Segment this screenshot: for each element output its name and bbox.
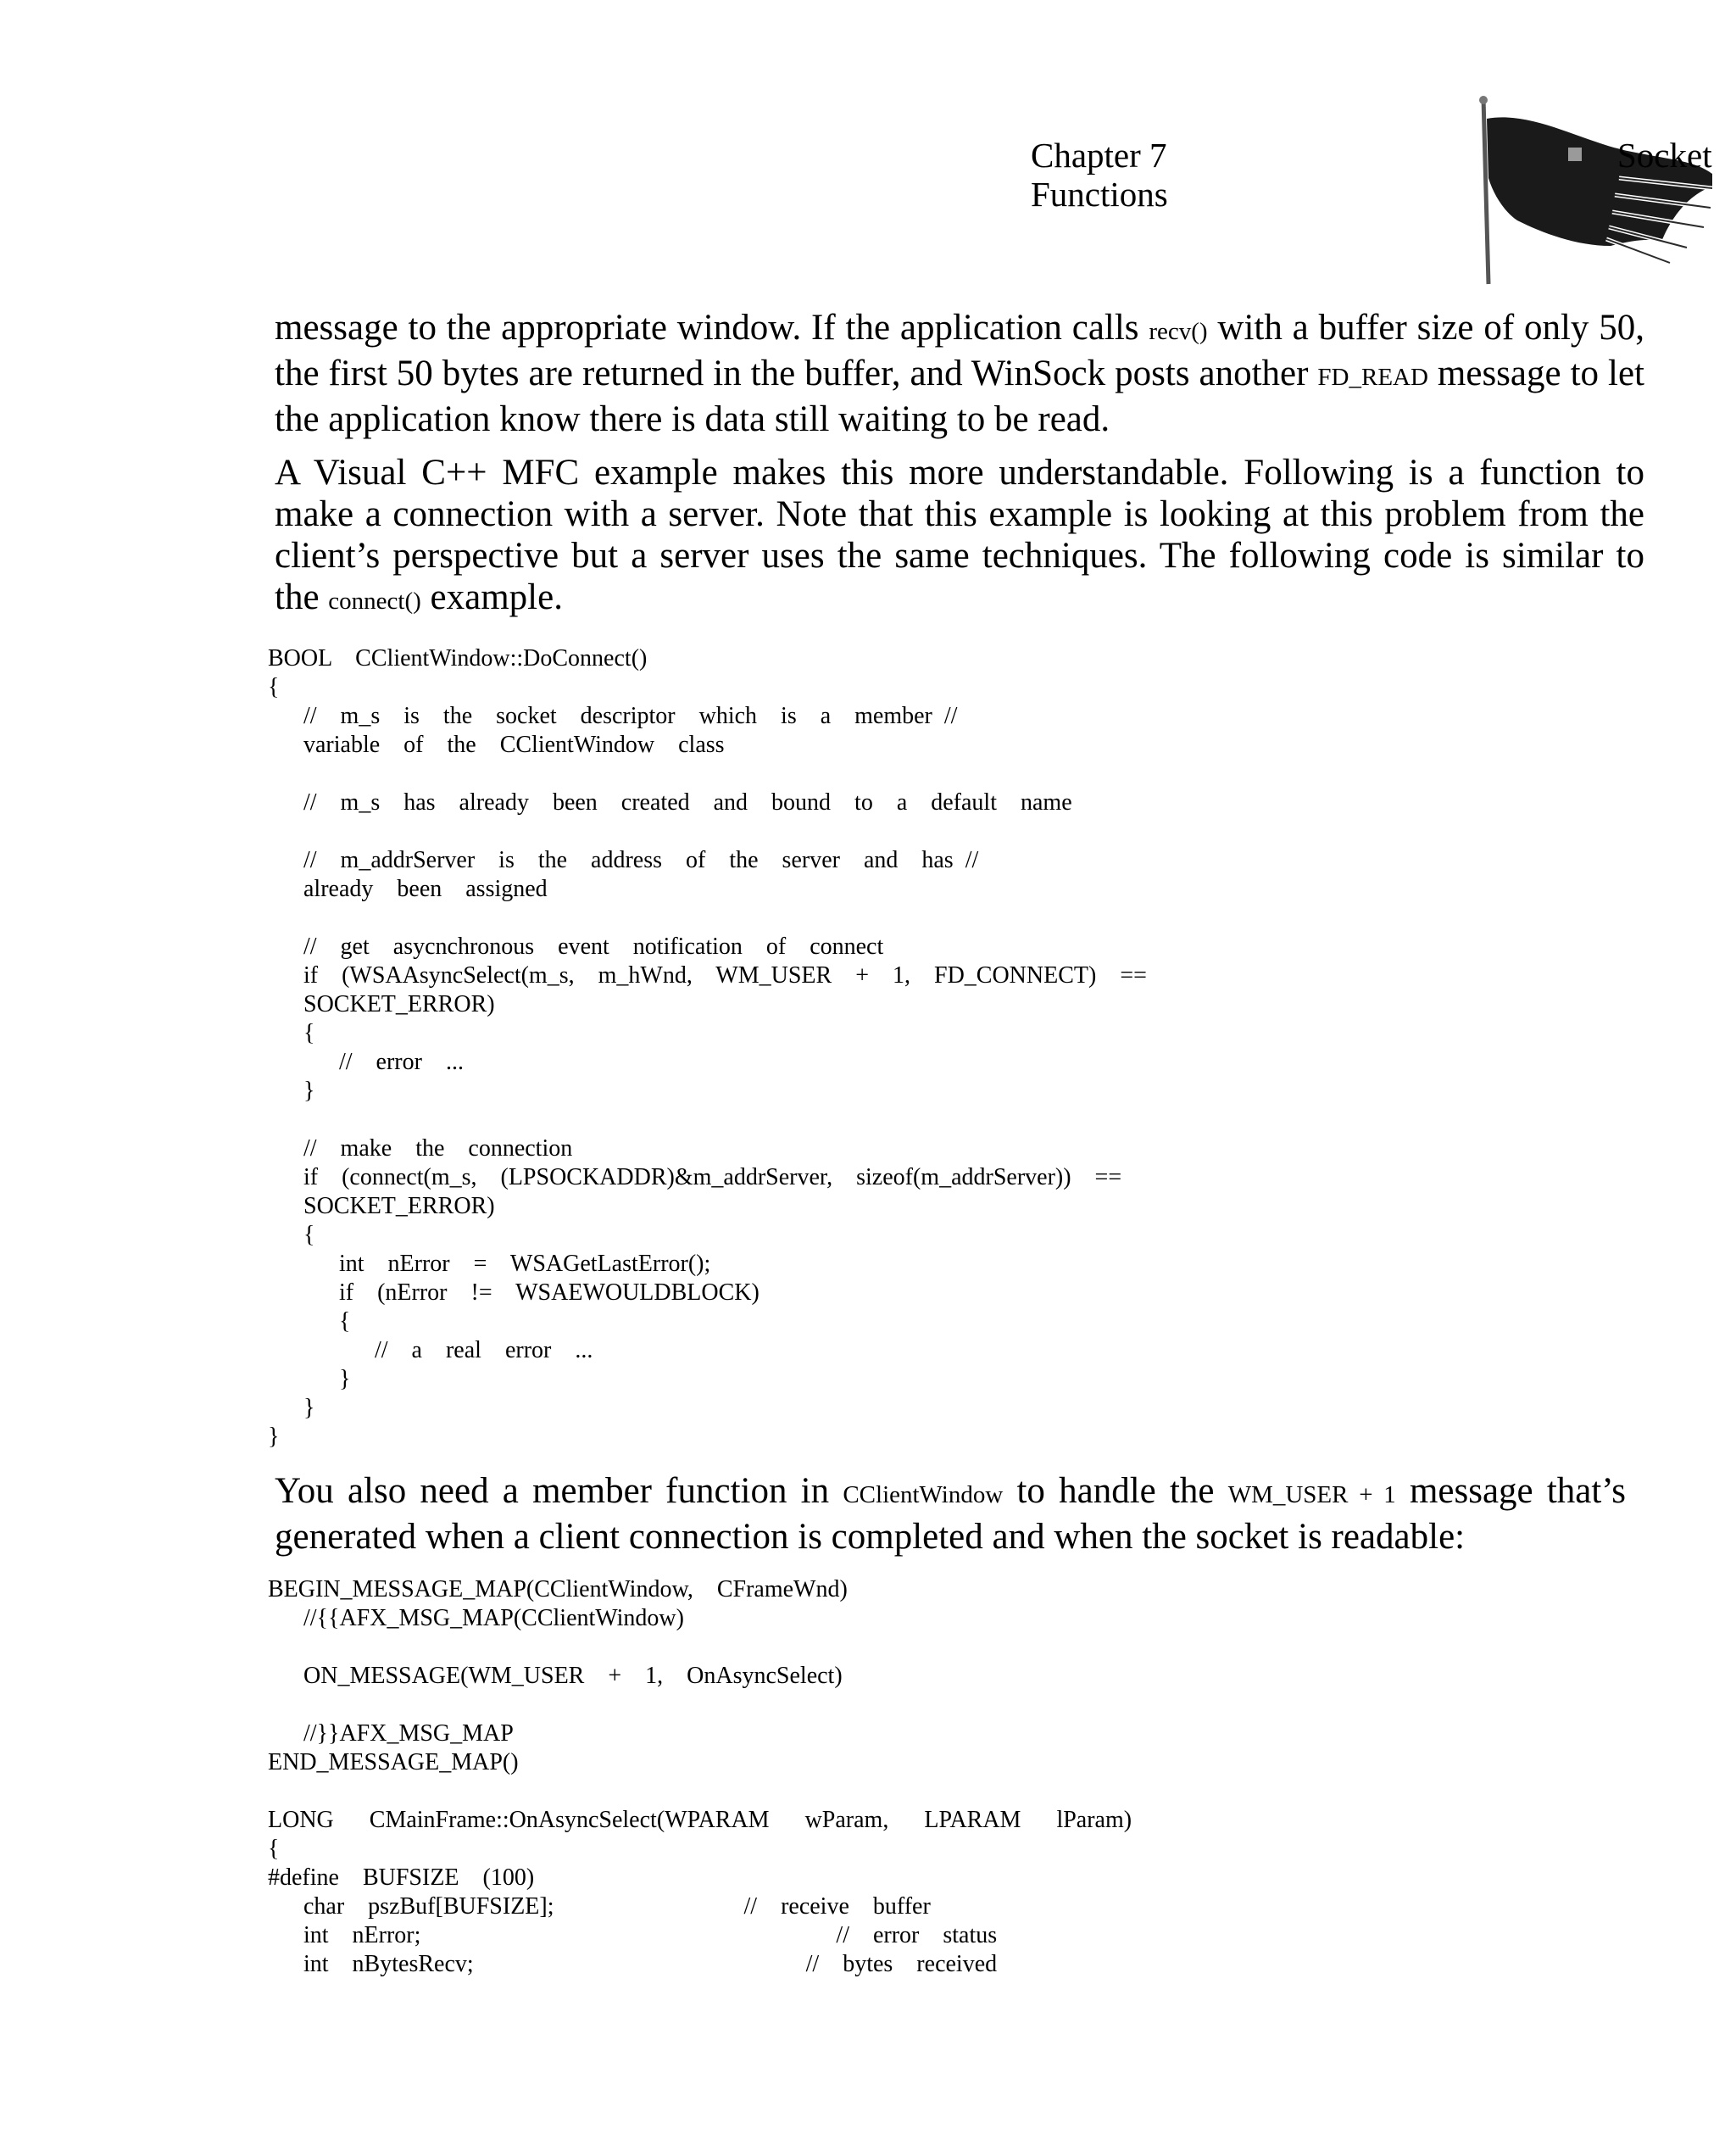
code-line: char pszBuf[BUFSIZE]; // receive buffer: [268, 1893, 931, 1920]
text-run: with a buffer size of only 50, the first 50 bytes are returned in the buffer, and WinSock posts another: [275, 308, 1644, 393]
code-line: {: [268, 1836, 280, 1862]
code-line: [268, 817, 1147, 846]
body-paragraph-2: [275, 452, 1644, 622]
running-header-section: [1568, 136, 1712, 175]
code-line: }: [268, 1366, 351, 1392]
code-line: int nBytesRecv; // bytes received: [268, 1951, 998, 1977]
code-line: int nError; // error status: [268, 1922, 998, 1948]
waving-flag-logo: [1458, 93, 1721, 293]
body-paragraph-1: [275, 307, 1644, 440]
code-line: variable of the CClientWindow class: [268, 732, 725, 758]
code-line: // a real error ...: [268, 1337, 593, 1363]
code-line: // m_s is the socket descriptor which is a member //: [268, 703, 958, 729]
text-run: You also need a member function in: [275, 1471, 843, 1511]
chapter-title-line2: Functions: [1031, 175, 1168, 214]
code-line: ON_MESSAGE(WM_USER + 1, OnAsyncSelect): [268, 1663, 843, 1689]
code-line: int nError = WSAGetLastError();: [268, 1251, 711, 1277]
code-line: if (connect(m_s, (LPSOCKADDR)&m_addrServer, sizeof(m_addrServer)) ==: [268, 1164, 1122, 1190]
body-paragraph-3: [275, 1470, 1626, 1558]
code-line: // make the connection: [268, 1135, 573, 1162]
code-line: {: [268, 1020, 315, 1046]
code-line: //}}AFX_MSG_MAP: [268, 1720, 514, 1747]
inline-code-wm-user: WM_USER + 1: [1227, 1481, 1396, 1508]
code-line: [268, 904, 1147, 933]
text-run: A Visual C++ MFC example makes this more understandable. Following is a function to make a connection with a server. Note that this example is looking at this problem from the client’s perspective but a server uses the same techniques. The following code is similar to the: [275, 453, 1644, 617]
code-line: if (WSAAsyncSelect(m_s, m_hWnd, WM_USER + 1, FD_CONNECT) ==: [268, 962, 1147, 989]
code-line: #define BUFSIZE (100): [268, 1864, 535, 1891]
running-header-chapter: [1031, 136, 1168, 214]
text-run: to handle the: [1003, 1471, 1228, 1511]
code-listing-doconnect: [268, 644, 1147, 1452]
code-line: [268, 1106, 1147, 1134]
code-line: BEGIN_MESSAGE_MAP(CClientWindow, CFrameWnd): [268, 1576, 848, 1602]
inline-code-fd-read: FD_READ: [1317, 364, 1428, 391]
code-line: SOCKET_ERROR): [268, 1193, 495, 1219]
code-line: END_MESSAGE_MAP(): [268, 1749, 519, 1775]
chapter-title-line1: Chapter 7: [1031, 136, 1167, 175]
inline-code-recv: recv(): [1149, 318, 1208, 345]
code-line: [268, 1777, 1132, 1806]
code-line: [268, 1691, 1132, 1719]
code-listing-message-map: [268, 1575, 1132, 1979]
code-line: }: [268, 1078, 315, 1104]
text-run: message to the appropriate window. If the application calls: [275, 308, 1149, 348]
code-line: // m_s has already been created and bound to a default name: [268, 789, 1072, 816]
text-run: message to let the application know there is data still waiting to be read.: [275, 354, 1644, 439]
code-line: LONG CMainFrame::OnAsyncSelect(WPARAM wParam, LPARAM lParam): [268, 1807, 1132, 1833]
code-line: {: [268, 1308, 351, 1335]
code-line: // error ...: [268, 1049, 464, 1075]
code-line: // m_addrServer is the address of the server and has //: [268, 847, 979, 873]
text-run: example.: [420, 577, 563, 617]
inline-code-cclientwindow: CClientWindow: [843, 1481, 1004, 1508]
square-bullet-icon: [1568, 148, 1582, 161]
code-line: BOOL CClientWindow::DoConnect(): [268, 645, 648, 672]
section-title: Socket: [1617, 136, 1712, 175]
inline-code-connect: connect(): [328, 588, 421, 615]
code-line: SOCKET_ERROR): [268, 991, 495, 1017]
code-line: }: [268, 1424, 280, 1450]
code-line: [268, 1633, 1132, 1662]
code-line: [268, 760, 1147, 789]
code-line: // get asycnchronous event notification of connect: [268, 934, 884, 960]
code-line: {: [268, 674, 280, 700]
code-line: already been assigned: [268, 876, 548, 902]
code-line: {: [268, 1222, 315, 1248]
code-line: //{{AFX_MSG_MAP(CClientWindow): [268, 1605, 684, 1631]
text-run: message that’s generated when a client connection is completed and when the socket is readable:: [275, 1471, 1626, 1557]
code-line: }: [268, 1395, 315, 1421]
code-line: if (nError != WSAEWOULDBLOCK): [268, 1279, 760, 1306]
